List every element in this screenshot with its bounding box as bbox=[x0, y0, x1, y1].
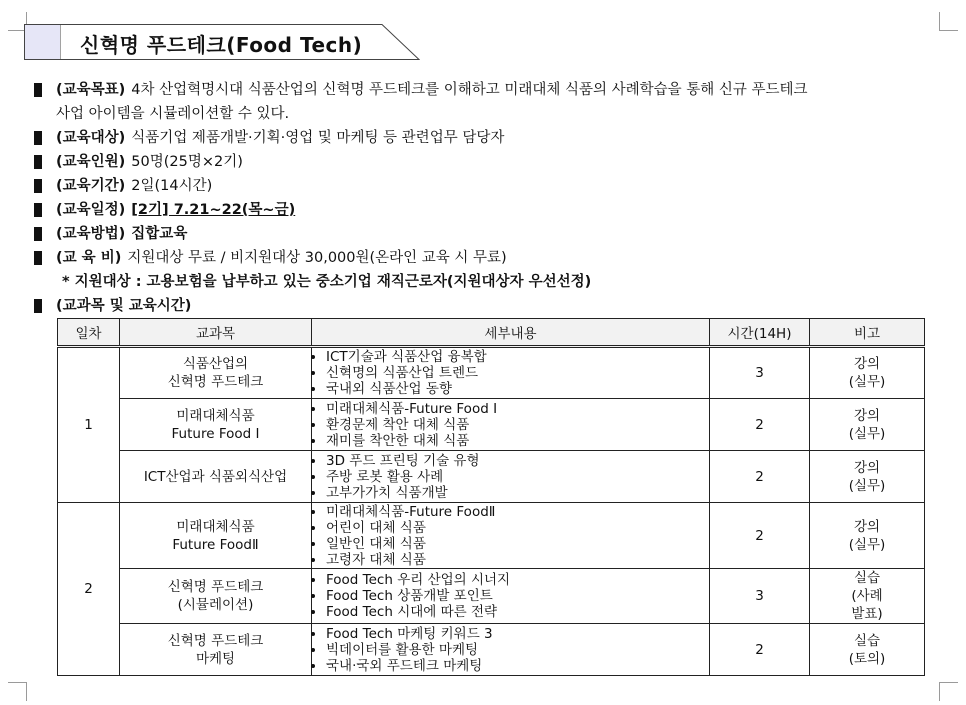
table-row bbox=[58, 451, 925, 503]
subject-line: 신혁명 푸드테크 bbox=[167, 632, 264, 649]
note-line: 강의 bbox=[853, 518, 881, 535]
note-line: 발표) bbox=[851, 606, 883, 622]
detail-item: • 주방 로봇 활용 사례 bbox=[326, 469, 709, 485]
subject-cell bbox=[120, 347, 312, 399]
subject-line: (시뮬레이션) bbox=[177, 597, 254, 613]
day-cell: 1 bbox=[58, 347, 120, 503]
course-info bbox=[34, 78, 949, 318]
subject-line: 신혁명 푸드테크 bbox=[167, 579, 264, 595]
details-cell bbox=[312, 624, 710, 676]
subject-line: 신혁명 푸드테크 bbox=[167, 374, 264, 390]
info-label: (교육기간) bbox=[56, 178, 126, 194]
subject-line: Future FoodⅡ bbox=[172, 536, 259, 553]
note-line: (실무) bbox=[848, 477, 886, 494]
detail-item: • Food Tech 상품개발 포인트 bbox=[326, 588, 709, 604]
support-note: * 지원대상 : 고용보험을 납부하고 있는 중소기업 재직근로자(지원대상자 우선선정) bbox=[62, 274, 592, 290]
detail-item: • 미래대체식품-Future FoodⅡ bbox=[326, 504, 709, 520]
note-cell bbox=[810, 347, 925, 399]
square-bullet-icon bbox=[34, 251, 42, 265]
info-text: 식품기업 제품개발·기획·영업 및 마케팅 등 관련업무 담당자 bbox=[131, 130, 505, 146]
hours-cell: 2 bbox=[710, 624, 810, 676]
info-goal-continuation: 사업 아이템을 시뮬레이션할 수 있다. bbox=[56, 106, 290, 122]
info-curriculum bbox=[34, 294, 949, 318]
note-cell bbox=[810, 569, 925, 624]
details-cell bbox=[312, 503, 710, 569]
note-line: 강의 bbox=[853, 459, 881, 476]
detail-item: • Food Tech 우리 산업의 시너지 bbox=[326, 572, 709, 588]
square-bullet-icon bbox=[34, 299, 42, 313]
details-cell bbox=[312, 399, 710, 451]
info-label: (교육인원) bbox=[56, 154, 126, 170]
note-line: 실습 bbox=[853, 570, 881, 586]
square-bullet-icon bbox=[34, 179, 42, 193]
info-target bbox=[34, 126, 949, 150]
info-method bbox=[34, 222, 949, 246]
info-text: 집합교육 bbox=[131, 226, 188, 242]
subject-line: Future Food I bbox=[171, 425, 260, 442]
info-text: 50명(25명×2기) bbox=[131, 154, 243, 170]
detail-item: • 3D 푸드 프린팅 기술 유형 bbox=[326, 453, 709, 469]
detail-item: • 재미를 착안한 대체 식품 bbox=[326, 433, 709, 449]
hours-cell: 2 bbox=[710, 503, 810, 569]
hours-cell: 2 bbox=[710, 451, 810, 503]
info-text: 2일(14시간) bbox=[131, 178, 213, 194]
note-line: 강의 bbox=[853, 356, 881, 372]
info-label: (교육방법) bbox=[56, 226, 126, 242]
square-bullet-icon bbox=[34, 227, 42, 241]
note-line: (실무) bbox=[848, 425, 886, 442]
hours-cell: 2 bbox=[710, 399, 810, 451]
info-label: (교육대상) bbox=[56, 130, 126, 146]
table-row bbox=[58, 399, 925, 451]
note-cell bbox=[810, 624, 925, 676]
detail-item: • 고령자 대체 식품 bbox=[326, 552, 709, 568]
crop-mark-bottom-right bbox=[939, 682, 958, 701]
subject-cell bbox=[120, 569, 312, 624]
detail-item: • 미래대체식품-Future Food I bbox=[326, 401, 709, 417]
info-fee bbox=[34, 246, 949, 270]
detail-item: • ICT기술과 식품산업 융복합 bbox=[326, 349, 709, 365]
info-goal bbox=[34, 78, 949, 102]
detail-item: • Food Tech 마케팅 키워드 3 bbox=[326, 626, 709, 642]
detail-item: • 국내·국외 푸드테크 마케팅 bbox=[326, 658, 709, 674]
info-duration bbox=[34, 174, 949, 198]
info-schedule bbox=[34, 198, 949, 222]
table-row bbox=[58, 347, 925, 399]
detail-item: • 일반인 대체 식품 bbox=[326, 536, 709, 552]
subject-line: ICT산업과 식품외식산업 bbox=[143, 468, 288, 485]
hours-cell: 3 bbox=[710, 347, 810, 399]
detail-item: • 국내외 식품산업 동향 bbox=[326, 381, 709, 397]
info-capacity bbox=[34, 150, 949, 174]
note-cell bbox=[810, 451, 925, 503]
info-label: (교육일정) bbox=[56, 202, 126, 218]
header-details: 세부내용 bbox=[312, 319, 710, 347]
square-bullet-icon bbox=[34, 131, 42, 145]
note-line: (실무) bbox=[848, 536, 886, 553]
title-banner bbox=[24, 24, 420, 60]
detail-item: • 어린이 대체 식품 bbox=[326, 520, 709, 536]
detail-item: • 빅데이터를 활용한 마케팅 bbox=[326, 642, 709, 658]
day-cell: 2 bbox=[58, 503, 120, 676]
info-text: 4차 산업혁명시대 식품산업의 신혁명 푸드테크를 이해하고 미래대체 식품의 사례학습을 통해 신규 푸드테크 bbox=[131, 82, 808, 98]
subject-cell bbox=[120, 624, 312, 676]
detail-item: • Food Tech 시대에 따른 전략 bbox=[326, 604, 709, 620]
subject-cell bbox=[120, 399, 312, 451]
info-text: [2기] 7.21~22(목~금) bbox=[131, 202, 296, 218]
header-hours: 시간(14H) bbox=[710, 319, 810, 347]
note-line: (실무) bbox=[848, 374, 886, 390]
note-line: 실습 bbox=[853, 632, 881, 649]
info-label: (교과목 및 교육시간) bbox=[56, 298, 192, 314]
details-cell bbox=[312, 569, 710, 624]
table-row bbox=[58, 503, 925, 569]
detail-item: • 고부가가치 식품개발 bbox=[326, 485, 709, 501]
note-cell bbox=[810, 503, 925, 569]
detail-item: • 신혁명의 식품산업 트렌드 bbox=[326, 365, 709, 381]
table-header-row bbox=[58, 319, 925, 347]
note-line: 강의 bbox=[853, 407, 881, 424]
note-cell bbox=[810, 399, 925, 451]
subject-line: 마케팅 bbox=[195, 650, 236, 667]
header-day: 일차 bbox=[58, 319, 120, 347]
subject-line: 미래대체식품 bbox=[176, 518, 255, 535]
note-line: (사례 bbox=[851, 588, 883, 604]
square-bullet-icon bbox=[34, 203, 42, 217]
subject-line: 식품산업의 bbox=[182, 356, 249, 372]
note-line: (토의) bbox=[848, 650, 886, 667]
subject-cell bbox=[120, 451, 312, 503]
subject-line: 미래대체식품 bbox=[176, 407, 255, 424]
hours-cell: 3 bbox=[710, 569, 810, 624]
crop-mark-top-right bbox=[939, 12, 958, 31]
details-cell bbox=[312, 451, 710, 503]
table-row bbox=[58, 569, 925, 624]
subject-cell bbox=[120, 503, 312, 569]
info-text: 지원대상 무료 / 비지원대상 30,000원(온라인 교육 시 무료) bbox=[127, 250, 507, 266]
details-cell bbox=[312, 347, 710, 399]
table-row bbox=[58, 624, 925, 676]
info-label: (교 육 비) bbox=[56, 250, 122, 266]
square-bullet-icon bbox=[34, 83, 42, 97]
curriculum-table bbox=[57, 318, 925, 676]
square-bullet-icon bbox=[34, 155, 42, 169]
info-label: (교육목표) bbox=[56, 82, 126, 98]
page-title: 신혁명 푸드테크(Food Tech) bbox=[80, 33, 363, 57]
header-note: 비고 bbox=[810, 319, 925, 347]
header-subject: 교과목 bbox=[120, 319, 312, 347]
detail-item: • 환경문제 착안 대체 식품 bbox=[326, 417, 709, 433]
crop-mark-bottom-left bbox=[8, 682, 27, 701]
